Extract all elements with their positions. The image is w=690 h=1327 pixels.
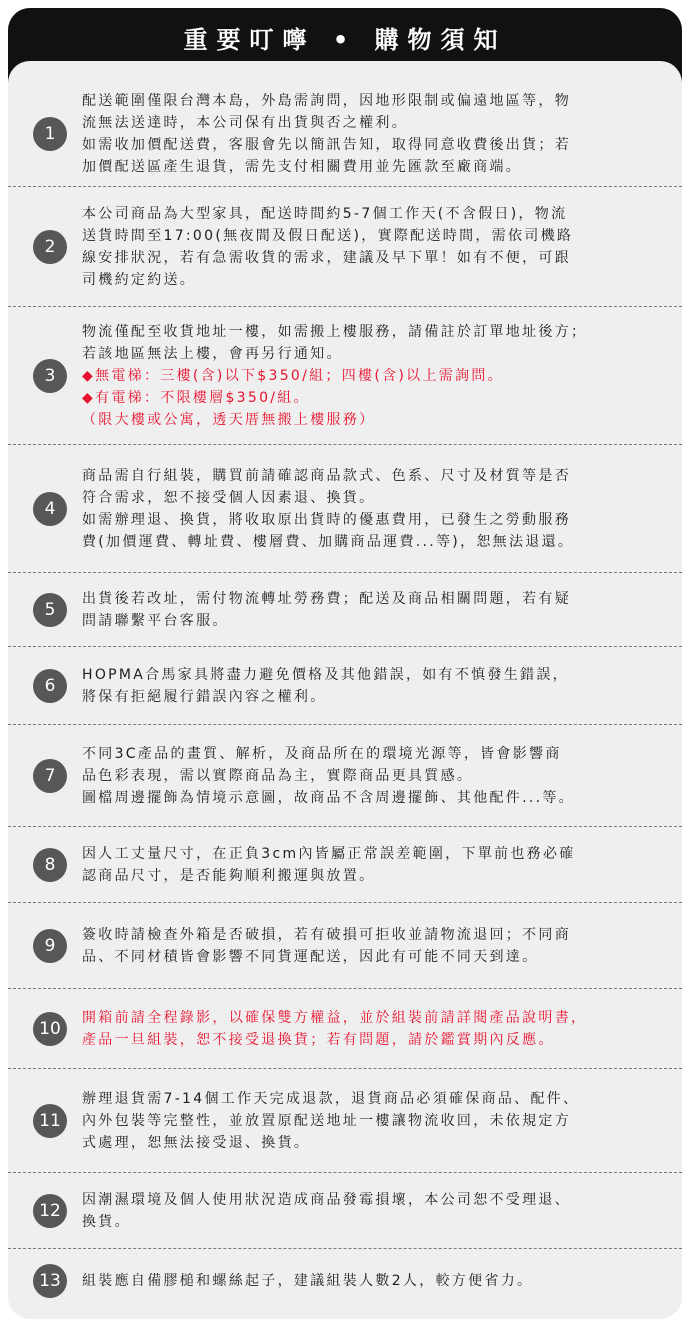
notice-item xyxy=(8,82,682,186)
item-line: 費(加價運費、轉址費、樓層費、加購商品運費...等)，恕無法退還。 xyxy=(82,533,575,550)
item-text xyxy=(82,743,575,809)
item-number-badge: 4 xyxy=(33,492,67,526)
item-line: 式處理，恕無法接受退、換貨。 xyxy=(82,1134,311,1151)
notice-list xyxy=(8,82,682,1312)
item-number-badge: 1 xyxy=(33,117,67,151)
item-text xyxy=(82,90,571,178)
notice-item xyxy=(8,306,682,444)
item-line: 品色彩表現，需以實際商品為主，實際商品更具質感。 xyxy=(82,767,474,784)
notice-item xyxy=(8,646,682,724)
notice-item xyxy=(8,1248,682,1312)
item-number-badge: 11 xyxy=(33,1104,67,1138)
item-number-badge: 5 xyxy=(33,593,67,627)
item-line: 送貨時間至17:00(無夜間及假日配送)，實際配送時間，需依司機路 xyxy=(82,227,574,244)
item-line: 因人工丈量尺寸，在正負3cm內皆屬正常誤差範圍，下單前也務必確 xyxy=(82,845,576,862)
item-text xyxy=(82,1007,587,1051)
item-number-badge: 9 xyxy=(33,929,67,963)
item-number-badge: 2 xyxy=(33,230,67,264)
item-text xyxy=(82,1270,533,1292)
item-line: 換貨。 xyxy=(82,1213,131,1230)
item-line: 若該地區無法上樓，會再另行通知。 xyxy=(82,345,343,362)
item-number-badge: 7 xyxy=(33,759,67,793)
notice-item xyxy=(8,724,682,826)
item-text xyxy=(82,321,587,431)
item-line: 認商品尺寸，是否能夠順利搬運與放置。 xyxy=(82,867,376,884)
item-line: 辦理退貨需7-14個工作天完成退款，退貨商品必須確保商品、配件、 xyxy=(82,1090,580,1107)
item-line: 出貨後若改址，需付物流轉址勞務費；配送及商品相關問題，若有疑 xyxy=(82,590,571,607)
item-text xyxy=(82,664,569,708)
notice-item xyxy=(8,1068,682,1172)
item-highlight-line: （限大樓或公寓，透天厝無搬上樓服務） xyxy=(82,411,376,428)
item-line: 物流僅配至收貨地址一樓，如需搬上樓服務，請備註於訂單地址後方； xyxy=(82,323,588,340)
item-text xyxy=(82,465,574,553)
shopping-notice-card xyxy=(8,8,682,1319)
item-line: 將保有拒絕履行錯誤內容之權利。 xyxy=(82,688,327,705)
item-line: 本公司商品為大型家具，配送時間約5-7個工作天(不含假日)，物流 xyxy=(82,205,568,222)
notice-item xyxy=(8,1172,682,1248)
item-line: 線安排狀況，若有急需收貨的需求，建議及早下單！如有不便，可跟 xyxy=(82,249,571,266)
item-text xyxy=(82,203,573,291)
item-line: HOPMA合馬家具將盡力避免價格及其他錯誤，如有不慎發生錯誤， xyxy=(82,666,569,683)
item-line: 簽收時請檢查外箱是否破損，若有破損可拒收並請物流退回；不同商 xyxy=(82,926,571,943)
item-text xyxy=(82,924,571,968)
item-text xyxy=(82,843,576,887)
item-text xyxy=(82,588,571,632)
item-text xyxy=(82,1088,579,1154)
item-line: 問請聯繫平台客服。 xyxy=(82,612,229,629)
item-highlight-line: ◆無電梯：三樓(含)以下$350/組；四樓(含)以上需詢問。 xyxy=(82,367,504,384)
item-text xyxy=(82,1189,571,1233)
item-line: 內外包裝等完整性，並放置原配送地址一樓讓物流收回，未依規定方 xyxy=(82,1112,571,1129)
notice-item xyxy=(8,826,682,902)
notice-item xyxy=(8,572,682,646)
header-bar xyxy=(8,8,682,82)
item-number-badge: 13 xyxy=(33,1264,67,1298)
item-line: 組裝應自備膠槌和螺絲起子，建議組裝人數2人，較方便省力。 xyxy=(82,1272,534,1289)
item-line: 符合需求，恕不接受個人因素退、換貨。 xyxy=(82,489,376,506)
item-line: 如需辦理退、換貨，將收取原出貨時的優惠費用，已發生之勞動服務 xyxy=(82,511,571,528)
item-number-badge: 10 xyxy=(33,1012,67,1046)
item-line: 圖檔周邊擺飾為情境示意圖，故商品不含周邊擺飾、其他配件...等。 xyxy=(82,789,575,806)
notice-item xyxy=(8,186,682,306)
item-number-badge: 6 xyxy=(33,669,67,703)
item-number-badge: 8 xyxy=(33,848,67,882)
item-line: 因潮濕環境及個人使用狀況造成商品發霉損壞，本公司恕不受理退、 xyxy=(82,1191,571,1208)
page-title: 重要叮嚀 • 購物須知 xyxy=(183,25,507,54)
item-line: 品、不同材積皆會影響不同貨運配送，因此有可能不同天到達。 xyxy=(82,948,539,965)
item-number-badge: 3 xyxy=(33,359,67,393)
item-highlight-line: 開箱前請全程錄影，以確保雙方權益，並於組裝前請詳閱產品說明書， xyxy=(82,1009,588,1026)
item-line: 加價配送區產生退貨，需先支付相關費用並先匯款至廠商端。 xyxy=(82,159,523,175)
item-line: 配送範圍僅限台灣本島，外島需詢問，因地形限制或偏遠地區等，物 xyxy=(82,93,571,109)
notice-item xyxy=(8,902,682,988)
notice-item xyxy=(8,444,682,572)
item-highlight-line: 產品一旦組裝，恕不接受退換貨；若有問題，請於鑑賞期內反應。 xyxy=(82,1031,555,1048)
notice-item xyxy=(8,988,682,1068)
item-number-badge: 12 xyxy=(33,1194,67,1228)
item-highlight-line: ◆有電梯：不限樓層$350/組。 xyxy=(82,389,310,406)
item-line: 不同3C產品的畫質、解析，及商品所在的環境光源等，皆會影響商 xyxy=(82,745,562,762)
item-line: 司機約定約送。 xyxy=(82,271,197,288)
item-line: 如需收加價配送費，客服會先以簡訊告知，取得同意收費後出貨；若 xyxy=(82,137,571,153)
item-line: 商品需自行組裝，購買前請確認商品款式、色系、尺寸及材質等是否 xyxy=(82,467,571,484)
item-line: 流無法送達時，本公司保有出貨與否之權利。 xyxy=(82,115,408,131)
